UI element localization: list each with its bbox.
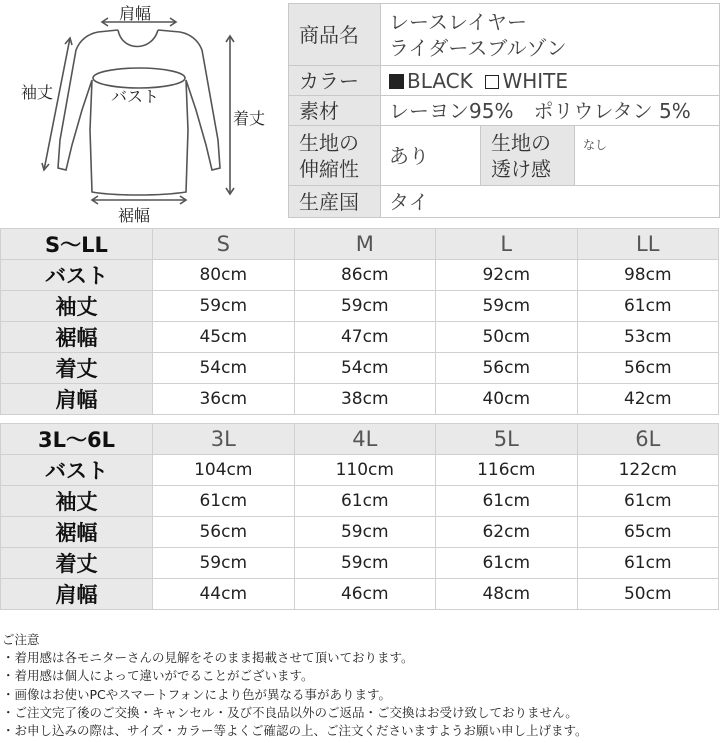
length-label: 着丈 bbox=[233, 109, 266, 128]
table-cell: 38cm bbox=[294, 384, 436, 415]
shoulder-label: 肩幅 bbox=[119, 4, 152, 23]
size-col-ll: LL bbox=[577, 229, 719, 260]
row-label-sleeve: 袖丈 bbox=[1, 291, 153, 322]
size-header-row bbox=[1, 424, 719, 455]
size-col-l: L bbox=[436, 229, 578, 260]
note-item: ・ご注文完了後のご交換・キャンセル・及び不良品以外のご返品・ご交換はお受け致しておりません。 bbox=[2, 704, 578, 720]
body-outline bbox=[58, 30, 220, 195]
table-cell: 65cm bbox=[577, 517, 719, 548]
table-cell: 54cm bbox=[153, 353, 295, 384]
notes-heading: ご注意 bbox=[2, 632, 40, 647]
table-cell: 50cm bbox=[436, 322, 578, 353]
origin-value: タイ bbox=[381, 186, 720, 218]
table-cell: 48cm bbox=[436, 579, 578, 610]
table-cell: 59cm bbox=[294, 548, 436, 579]
table-cell: 59cm bbox=[153, 548, 295, 579]
size-col-4l: 4L bbox=[294, 424, 436, 455]
table-cell: 61cm bbox=[153, 486, 295, 517]
neckline bbox=[118, 30, 158, 47]
sleeve-label: 袖丈 bbox=[21, 83, 54, 102]
table-row bbox=[1, 517, 719, 548]
size-table-3l-6l bbox=[0, 423, 719, 610]
table-row bbox=[1, 548, 719, 579]
table-row bbox=[1, 260, 719, 291]
table-cell: 61cm bbox=[436, 486, 578, 517]
size-col-6l: 6L bbox=[577, 424, 719, 455]
material-label: 素材 bbox=[289, 96, 381, 126]
table-cell: 61cm bbox=[577, 291, 719, 322]
sheer-value: なし bbox=[575, 126, 720, 186]
row-label-shoulder: 肩幅 bbox=[1, 384, 153, 415]
table-cell: 50cm bbox=[577, 579, 719, 610]
notes-section bbox=[2, 631, 718, 740]
row-label-length: 着丈 bbox=[1, 353, 153, 384]
table-cell: 36cm bbox=[153, 384, 295, 415]
table-cell: 47cm bbox=[294, 322, 436, 353]
table-row bbox=[1, 579, 719, 610]
table-cell: 80cm bbox=[153, 260, 295, 291]
row-label-length: 着丈 bbox=[1, 548, 153, 579]
size-range-label: S〜LL bbox=[1, 229, 153, 260]
product-name-value bbox=[381, 4, 720, 66]
table-row bbox=[1, 384, 719, 415]
product-name-line1: レースレイヤー bbox=[389, 9, 527, 34]
black-swatch bbox=[389, 74, 404, 89]
table-cell: 59cm bbox=[294, 291, 436, 322]
table-cell: 104cm bbox=[153, 455, 295, 486]
note-item: ・お申し込みの際は、サイズ・カラー等よくご確認の上、ご注文くださいますようお願い申し上げます。 bbox=[2, 723, 588, 739]
sheer-label-line1: 生地の bbox=[491, 130, 551, 155]
table-cell: 53cm bbox=[577, 322, 719, 353]
note-item: ・着用感は個人によって違いがでることがございます。 bbox=[2, 668, 314, 684]
sheer-label bbox=[481, 126, 575, 186]
garment-measurement-diagram bbox=[0, 0, 290, 225]
stretch-value: あり bbox=[381, 126, 481, 186]
row-label-shoulder: 肩幅 bbox=[1, 579, 153, 610]
table-row bbox=[1, 353, 719, 384]
origin-label: 生産国 bbox=[289, 186, 381, 218]
table-cell: 59cm bbox=[153, 291, 295, 322]
row-label-hem: 裾幅 bbox=[1, 322, 153, 353]
bust-label: バスト bbox=[111, 87, 160, 106]
table-cell: 98cm bbox=[577, 260, 719, 291]
table-row bbox=[1, 486, 719, 517]
size-range-label: 3L〜6L bbox=[1, 424, 153, 455]
size-col-5l: 5L bbox=[436, 424, 578, 455]
product-name-label: 商品名 bbox=[289, 4, 381, 66]
stretch-label-line1: 生地の bbox=[299, 130, 359, 155]
table-cell: 46cm bbox=[294, 579, 436, 610]
size-col-3l: 3L bbox=[153, 424, 295, 455]
size-col-s: S bbox=[153, 229, 295, 260]
sheer-label-line2: 透け感 bbox=[491, 156, 551, 181]
table-cell: 42cm bbox=[577, 384, 719, 415]
note-item: ・画像はお使いPCやスマートフォンにより色が異なる事があります。 bbox=[2, 686, 392, 702]
table-cell: 54cm bbox=[294, 353, 436, 384]
white-swatch bbox=[485, 75, 499, 89]
table-row bbox=[1, 291, 719, 322]
stretch-label-line2: 伸縮性 bbox=[299, 156, 359, 181]
color-white-name: WHITE bbox=[502, 68, 569, 93]
table-cell: 62cm bbox=[436, 517, 578, 548]
product-name-line2: ライダースブルゾン bbox=[389, 35, 567, 60]
hem-label: 裾幅 bbox=[118, 206, 151, 225]
row-label-hem: 裾幅 bbox=[1, 517, 153, 548]
table-row bbox=[1, 322, 719, 353]
table-cell: 59cm bbox=[294, 517, 436, 548]
row-label-bust: バスト bbox=[1, 260, 153, 291]
row-label-sleeve: 袖丈 bbox=[1, 486, 153, 517]
table-cell: 110cm bbox=[294, 455, 436, 486]
note-item: ・着用感は各モニターさんの見解をそのまま掲載させて頂いております。 bbox=[2, 650, 414, 666]
table-cell: 45cm bbox=[153, 322, 295, 353]
table-cell: 92cm bbox=[436, 260, 578, 291]
table-cell: 56cm bbox=[436, 353, 578, 384]
size-header-row bbox=[1, 229, 719, 260]
table-row bbox=[1, 455, 719, 486]
color-black-name: BLACK bbox=[407, 68, 473, 93]
table-cell: 116cm bbox=[436, 455, 578, 486]
table-cell: 40cm bbox=[436, 384, 578, 415]
table-cell: 61cm bbox=[577, 486, 719, 517]
table-cell: 44cm bbox=[153, 579, 295, 610]
color-label: カラー bbox=[289, 66, 381, 96]
size-table-s-ll bbox=[0, 228, 719, 415]
table-cell: 61cm bbox=[577, 548, 719, 579]
stretch-label bbox=[289, 126, 381, 186]
color-value bbox=[381, 66, 720, 96]
table-cell: 61cm bbox=[436, 548, 578, 579]
table-cell: 56cm bbox=[153, 517, 295, 548]
table-cell: 122cm bbox=[577, 455, 719, 486]
table-cell: 59cm bbox=[436, 291, 578, 322]
table-cell: 86cm bbox=[294, 260, 436, 291]
row-label-bust: バスト bbox=[1, 455, 153, 486]
table-cell: 56cm bbox=[577, 353, 719, 384]
material-value: レーヨン95% ポリウレタン 5% bbox=[381, 96, 720, 126]
product-info-table bbox=[288, 3, 720, 218]
size-col-m: M bbox=[294, 229, 436, 260]
table-cell: 61cm bbox=[294, 486, 436, 517]
